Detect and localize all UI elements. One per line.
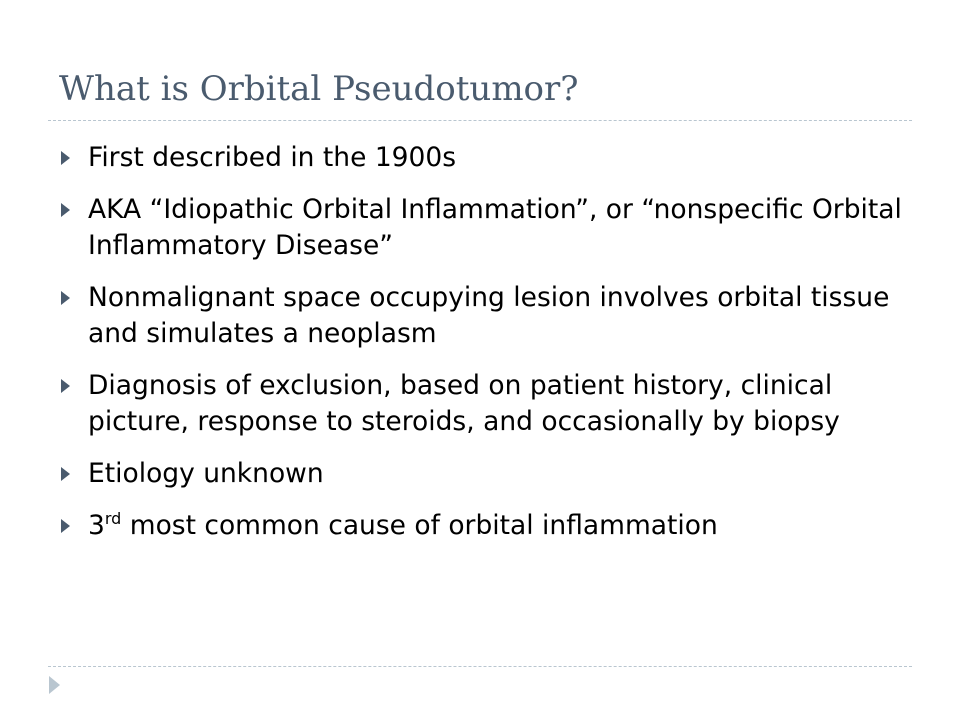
bullet-list	[60, 140, 910, 560]
bullet-text: most common cause of orbital inflammation	[121, 510, 718, 541]
right-triangle-icon	[49, 676, 60, 694]
bullet-item	[60, 140, 910, 176]
bullet-text: Nonmalignant space occupying lesion involves orbital tissue and simulates a neoplasm	[88, 282, 890, 349]
right-triangle-icon	[61, 467, 70, 481]
bullet-text: First described in the 1900s	[88, 142, 457, 173]
right-triangle-icon	[61, 519, 70, 533]
right-triangle-icon	[61, 151, 70, 165]
bullet-item	[60, 508, 910, 544]
bullet-ordinal-suffix: rd	[104, 509, 122, 528]
right-triangle-icon	[61, 379, 70, 393]
bullet-text: Etiology unknown	[88, 458, 324, 489]
right-triangle-icon	[61, 203, 70, 217]
bullet-text: AKA “Idiopathic Orbital Inflammation”, or “nonspecific Orbital Inflammatory Disease”	[88, 194, 902, 261]
bullet-ordinal-number: 3	[88, 510, 105, 541]
slide-title: What is Orbital Pseudotumor?	[59, 69, 579, 109]
bullet-item	[60, 368, 910, 440]
title-divider	[48, 120, 912, 121]
right-triangle-icon	[61, 291, 70, 305]
bullet-item	[60, 280, 910, 352]
bullet-text: Diagnosis of exclusion, based on patient history, clinical picture, response to steroids, and occasionally by biopsy	[88, 370, 840, 437]
footer-divider	[48, 666, 912, 667]
bullet-item	[60, 456, 910, 492]
bullet-item	[60, 192, 910, 264]
